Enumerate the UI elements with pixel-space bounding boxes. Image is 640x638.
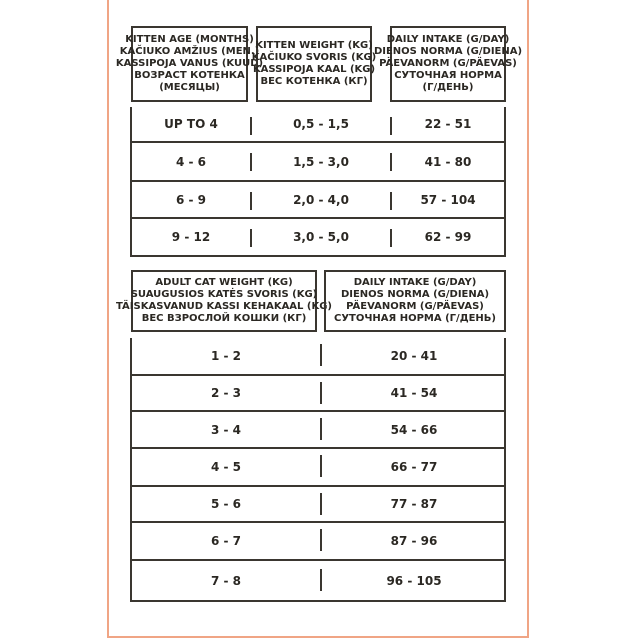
header-line: (Г/ДЕНЬ) <box>422 82 474 93</box>
adult-weight-cell: 6 - 7 <box>210 534 242 548</box>
table-row <box>130 523 506 561</box>
header-line: DAILY INTAKE (G/DAY) <box>386 34 510 45</box>
kitten-intake-header <box>373 26 523 102</box>
table-row <box>130 376 506 412</box>
kitten-weight-cell: 1,5 - 3,0 <box>293 154 349 169</box>
kitten-age-header <box>115 26 264 102</box>
table-row <box>130 449 506 487</box>
kitten-weight-cell: 3,0 - 5,0 <box>293 230 349 244</box>
header-line: ADULT CAT WEIGHT (KG) <box>155 277 293 288</box>
header-line: KAČIUKO SVORIS (KG) <box>251 52 377 63</box>
header-line: ВЕС КОТЕНКА (КГ) <box>260 76 368 87</box>
table-row <box>130 561 506 602</box>
adult-weight-cell: 4 - 5 <box>210 460 242 474</box>
adult-weight-cell: 1 - 2 <box>210 349 242 363</box>
header-line: DIENOS NORMA (G/DIENA) <box>373 46 523 57</box>
adult-weight-cell: 7 - 8 <box>210 573 242 588</box>
kitten-weight-cell: 0,5 - 1,5 <box>293 117 349 131</box>
header-line: PÄEVANORM (G/PÄEVAS) <box>346 301 484 312</box>
header-line: СУТОЧНАЯ НОРМА <box>394 70 502 81</box>
header-line: ВОЗРАСТ КОТЕНКА <box>134 70 245 81</box>
header-line: DIENOS NORMA (G/DIENA) <box>340 289 490 300</box>
header-line: PÄEVANORM (G/PÄEVAS) <box>379 58 517 69</box>
header-line: DAILY INTAKE (G/DAY) <box>353 277 477 288</box>
kitten-intake-cell: 62 - 99 <box>424 230 472 244</box>
kitten-intake-cell: 41 - 80 <box>424 154 472 169</box>
table-row <box>130 182 506 219</box>
kitten-age-cell: 4 - 6 <box>175 154 207 169</box>
adult-intake-cell: 87 - 96 <box>390 534 438 548</box>
header-line: СУТОЧНАЯ НОРМА (Г/ДЕНЬ) <box>333 313 496 324</box>
table-row <box>130 143 506 182</box>
table-row <box>130 487 506 523</box>
adult-intake-cell: 20 - 41 <box>390 349 438 363</box>
kitten-intake-cell: 22 - 51 <box>424 117 472 131</box>
adult-intake-cell: 54 - 66 <box>390 422 438 437</box>
header-line: (МЕСЯЦЫ) <box>159 82 220 93</box>
kitten-age-cell: UP TO 4 <box>164 117 218 131</box>
table-row <box>130 412 506 449</box>
adult-intake-cell: 77 - 87 <box>390 497 438 511</box>
adult-weight-cell: 5 - 6 <box>210 497 242 511</box>
adult-intake-cell: 41 - 54 <box>390 386 438 400</box>
table-row <box>130 107 506 143</box>
kitten-weight-cell: 2,0 - 4,0 <box>293 192 349 207</box>
adult-weight-cell: 3 - 4 <box>210 422 242 437</box>
header-line: TÄISKASVANUD KASSI KEHAKAAL (KG) <box>116 301 332 312</box>
adult-weight-cell: 2 - 3 <box>210 386 242 400</box>
adult-intake-cell: 96 - 105 <box>386 573 442 588</box>
kitten-intake-cell: 57 - 104 <box>420 192 476 207</box>
header-line: KASSIPOJA KAAL (KG) <box>252 64 376 75</box>
header-line: KITTEN AGE (MONTHS) <box>125 34 254 45</box>
adult-intake-header <box>324 270 506 332</box>
header-line: KAČIUKO AMŽIUS (MEN.) <box>119 46 260 57</box>
adult-weight-header <box>116 270 332 332</box>
adult-intake-cell: 66 - 77 <box>390 460 438 474</box>
header-line: ВЕС ВЗРОСЛОЙ КОШКИ (КГ) <box>141 313 307 324</box>
table-row <box>130 338 506 376</box>
header-line: KASSIPOJA VANUS (KUUD) <box>115 58 264 69</box>
header-line: KITTEN WEIGHT (KG) <box>255 40 373 51</box>
table-row <box>130 219 506 257</box>
kitten-weight-header <box>251 26 377 102</box>
kitten-age-cell: 9 - 12 <box>171 230 211 244</box>
kitten-age-cell: 6 - 9 <box>175 192 207 207</box>
header-line: SUAUGUSIOS KATĖS SVORIS (KG) <box>130 289 318 300</box>
